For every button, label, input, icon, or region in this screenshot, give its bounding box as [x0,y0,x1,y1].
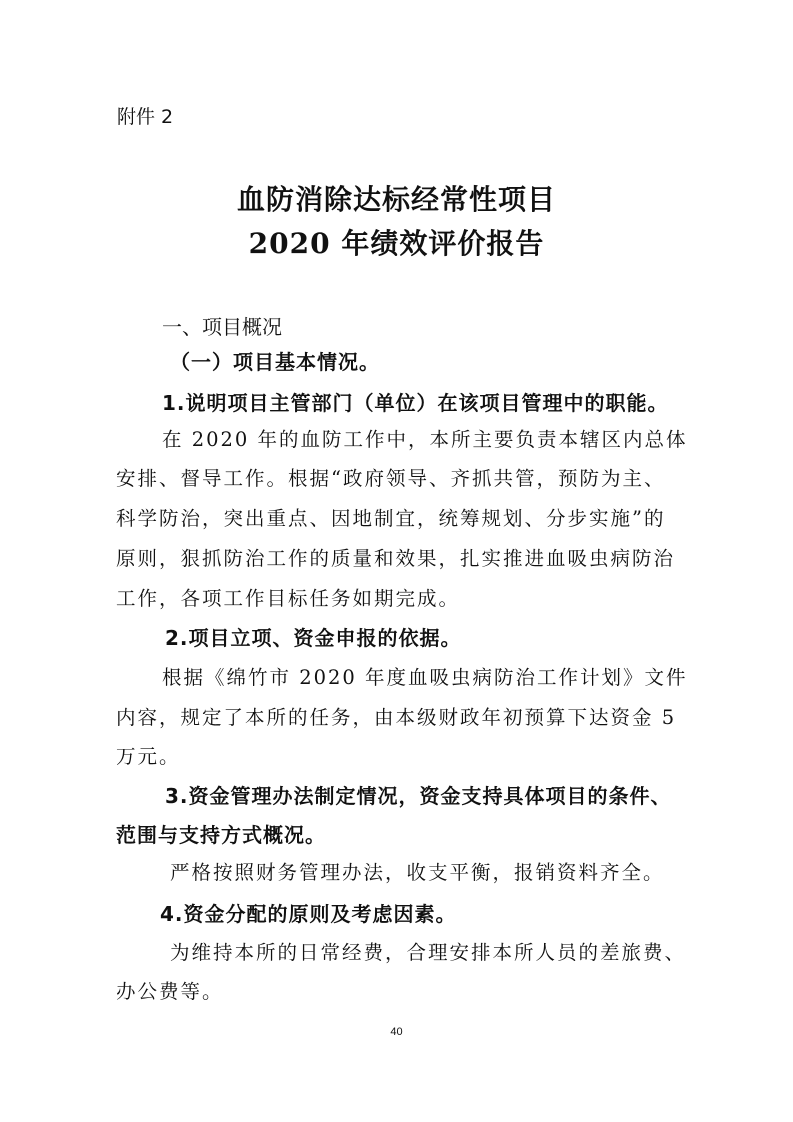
item4-line: 办公费等。 [116,980,224,1003]
item2-line: 万元。 [116,745,181,768]
title-line-1: 血防消除达标经常性项目 [236,183,556,216]
item1-heading: 1.说明项目主管部门（单位）在该项目管理中的职能。 [162,391,669,415]
item1-line: 在 2020 年的血防工作中，本所主要负责本辖区内总体 [162,428,688,451]
item1-line: 安排、督导工作。根据“政府领导、齐抓共管，预防为主、 [116,467,666,490]
item4-line: 为维持本所的日常经费，合理安排本所人员的差旅费、 [170,941,687,964]
item2-heading: 2.项目立项、资金申报的依据。 [165,626,462,650]
section-heading: 一、项目概况 [162,315,282,339]
item4-heading: 4.资金分配的原则及考虑因素。 [160,902,457,926]
title-line-2: 2020 年绩效评价报告 [248,227,545,260]
item3-heading: 3.资金管理办法制定情况，资金支持具体项目的条件、 [165,784,672,808]
item1-line: 工作，各项工作目标任务如期完成。 [116,587,461,610]
item2-line: 内容，规定了本所的任务，由本级财政年初预算下达资金 5 [116,706,677,729]
subsection-heading: （一）项目基本情况。 [170,350,380,374]
item1-line: 原则，狠抓防治工作的质量和效果，扎实推进血吸虫病防治 [116,547,676,570]
item1-line: 科学防治，突出重点、因地制宜，统筹规划、分步实施”的 [116,507,666,530]
page-number: 40 [390,1026,403,1038]
item3-line: 严格按照财务管理办法，收支平衡，报销资料齐全。 [170,861,665,884]
item2-line: 根据《绵竹市 2020 年度血吸虫病防治工作计划》文件 [162,666,688,689]
item3-heading: 范围与支持方式概况。 [116,823,326,847]
attachment-label: 附件 2 [117,106,174,128]
